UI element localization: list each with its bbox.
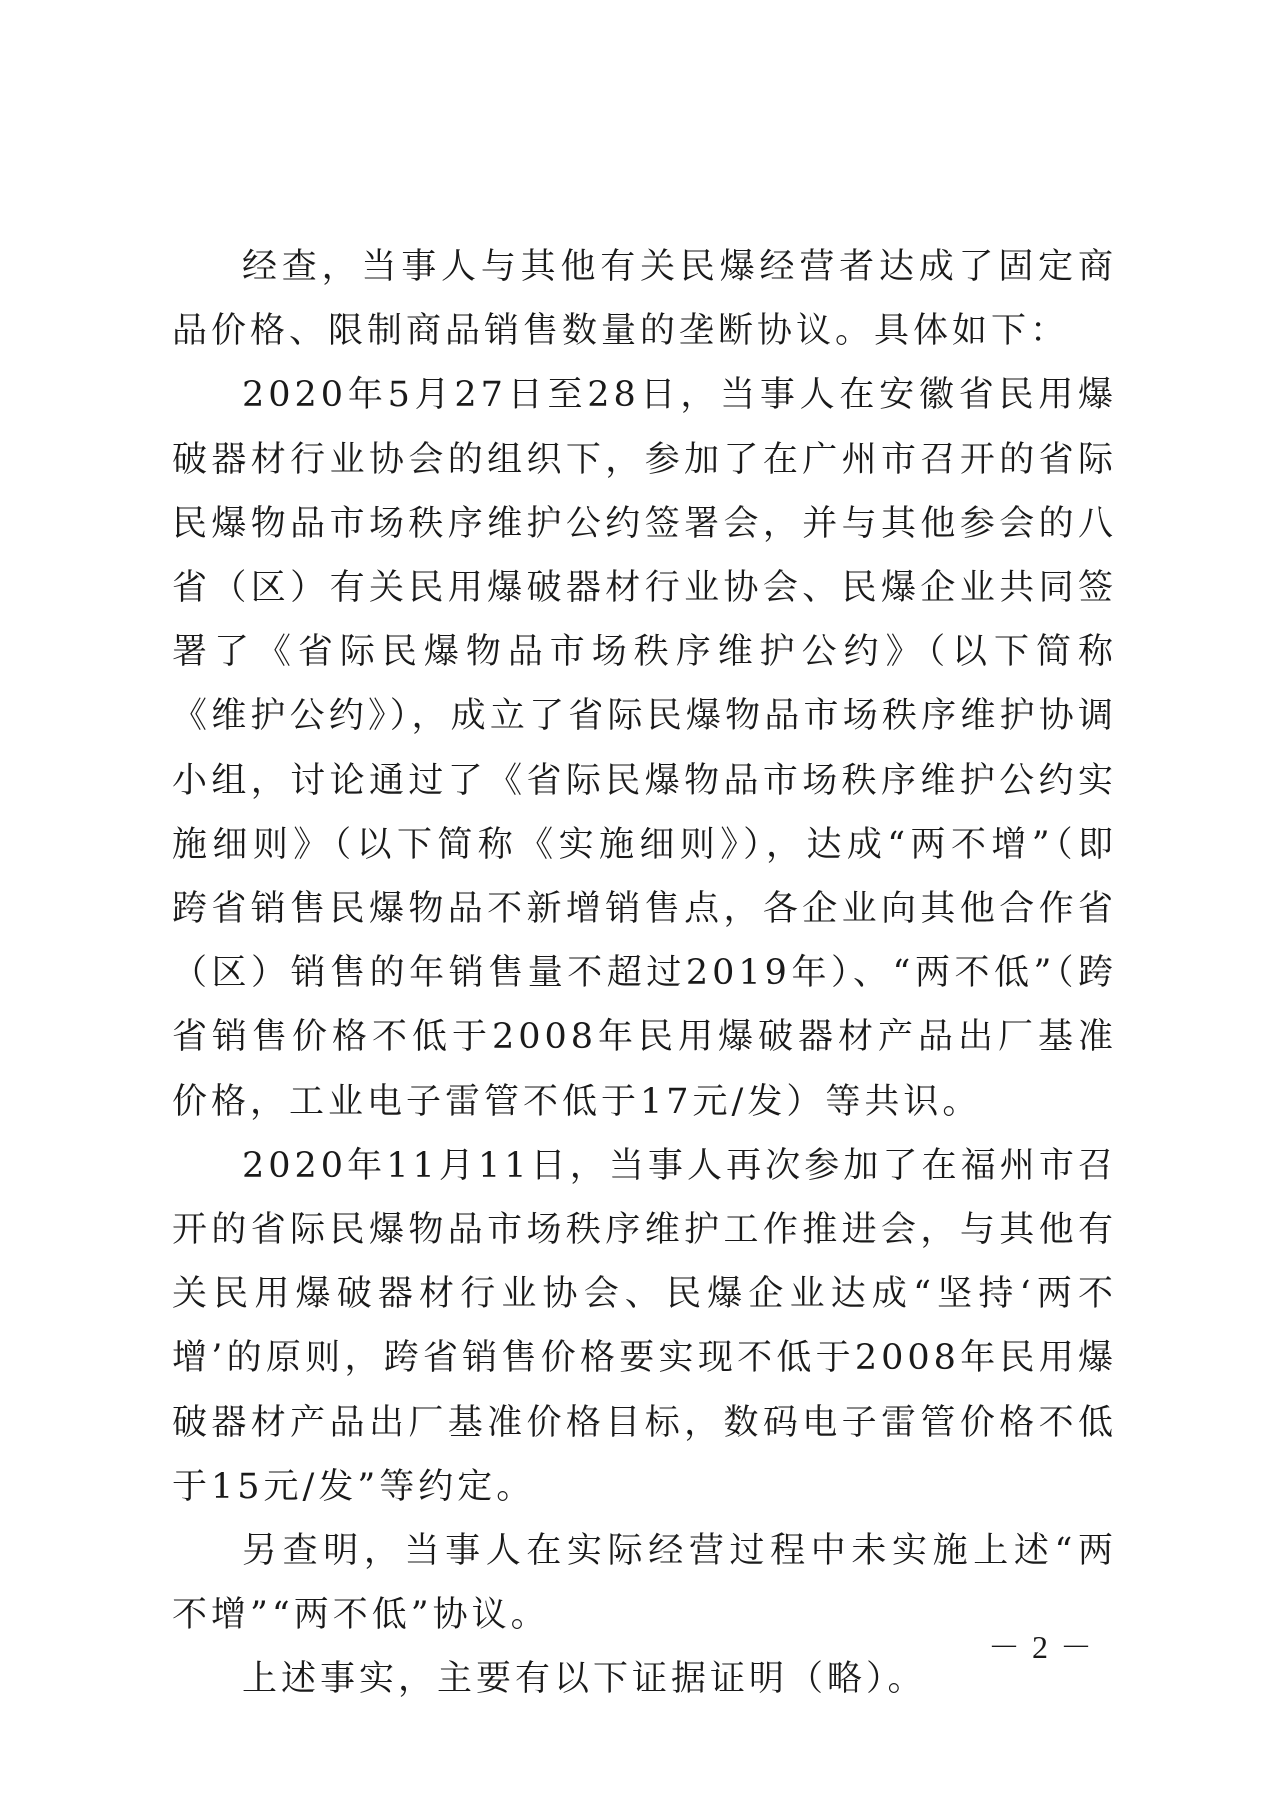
paragraph-fuzhou-meeting: 2020年11月11日，当事人再次参加了在福州市召开的省际民爆物品市场秩序维护工作推进会，与其他有关民用爆破器材行业协会、民爆企业达成“坚持‘两不增’的原则，跨省销售价格要实现不低于2008年民用爆破器材产品出厂基准价格目标，数码电子雷管价格不低于15元/发”等约定。 xyxy=(172,1145,1117,1507)
document-body xyxy=(172,235,1117,1712)
paragraph-further-findings: 另查明，当事人在实际经营过程中未实施上述“两不增”“两不低”协议。 xyxy=(172,1531,1117,1636)
paragraph-guangzhou-meeting: 2020年5月27日至28日，当事人在安徽省民用爆破器材行业协会的组织下，参加了在广州市召开的省际民爆物品市场秩序维护公约签署会，并与其他参会的八省（区）有关民用爆破器材行业协会、民爆企业共同签署了《省际民爆物品市场秩序维护公约》（以下简称《维护公约》），成立了省际民爆物品市场秩序维护协调小组，讨论通过了《省际民爆物品市场秩序维护公约实施细则》（以下简称《实施细则》），达成“两不增”（即跨省销售民爆物品不新增销售点，各企业向其他合作省（区）销售的年销售量不超过2019年）、“两不低”（跨省销售价格不低于2008年民用爆破器材产品出厂基准价格，工业电子雷管不低于17元/发）等共识。 xyxy=(172,375,1117,1122)
paragraph-evidence: 上述事实，主要有以下证据证明（略）。 xyxy=(242,1659,927,1700)
paragraph-findings-intro: 经查，当事人与其他有关民爆经营者达成了固定商品价格、限制商品销售数量的垄断协议。具体如下： xyxy=(172,247,1117,352)
page-number: － 2 － xyxy=(988,1629,1095,1665)
